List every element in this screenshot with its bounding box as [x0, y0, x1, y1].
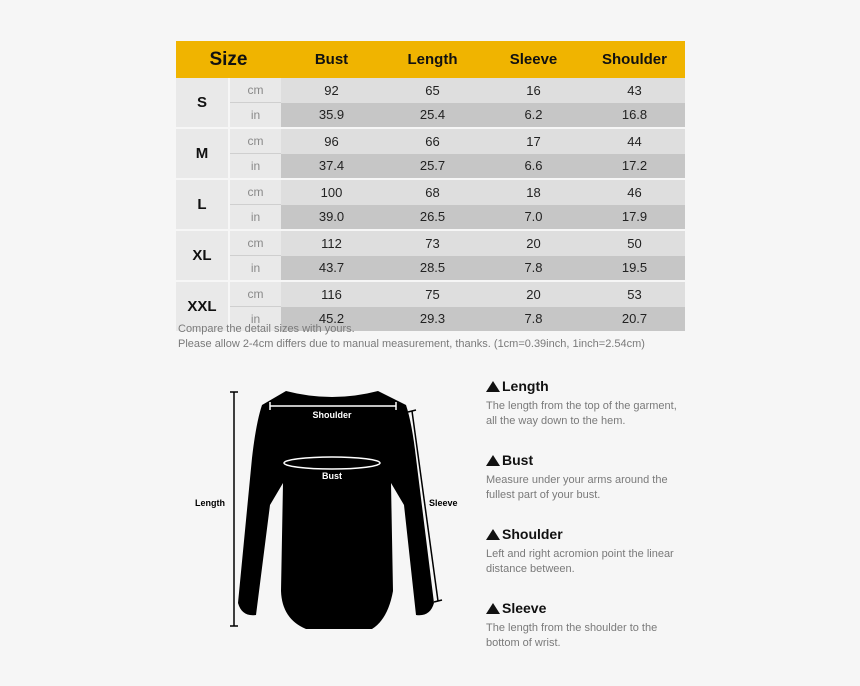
bust-value: 96 [281, 128, 382, 154]
note-line: Compare the detail sizes with yours. [178, 323, 355, 335]
sleeve-value: 6.2 [483, 103, 584, 129]
table-row [176, 78, 685, 103]
size-notes [178, 322, 645, 352]
guide-item-shoulder [486, 525, 716, 577]
garment-diagram [190, 383, 480, 638]
bust-value: 45.2 [281, 307, 382, 332]
guide-title: Sleeve [502, 600, 547, 616]
sleeve-value: 20 [483, 230, 584, 256]
note-line: Please allow 2-4cm differs due to manual measurement, thanks. (1cm=0.39inch, 1inch=2.54cm) [178, 338, 645, 350]
table-row [176, 128, 685, 154]
guide-description [486, 399, 716, 429]
shoulder-value: 17.9 [584, 205, 685, 231]
unit-label: in [229, 205, 281, 231]
unit-label: cm [229, 179, 281, 205]
size-label: S [176, 78, 229, 128]
guide-title: Bust [502, 452, 534, 468]
table-row [176, 230, 685, 256]
bust-label: Bust [322, 471, 342, 481]
header-length: Length [382, 41, 483, 78]
sleeve-value: 18 [483, 179, 584, 205]
size-label: M [176, 128, 229, 179]
sleeve-value: 16 [483, 78, 584, 103]
header-shoulder: Shoulder [584, 41, 685, 78]
sleeve-value: 7.8 [483, 307, 584, 332]
shoulder-value: 46 [584, 179, 685, 205]
sweater-silhouette [238, 391, 434, 629]
header-bust: Bust [281, 41, 382, 78]
table-row [176, 256, 685, 282]
bust-value: 39.0 [281, 205, 382, 231]
bust-value: 92 [281, 78, 382, 103]
sleeve-label: Sleeve [429, 498, 458, 508]
guide-description-line: The length from the top of the garment, [486, 400, 677, 412]
unit-label: cm [229, 128, 281, 154]
length-value: 75 [382, 281, 483, 307]
table-row [176, 179, 685, 205]
table-row [176, 281, 685, 307]
sleeve-value: 20 [483, 281, 584, 307]
bust-value: 100 [281, 179, 382, 205]
guide-description-line: Measure under your arms around the [486, 474, 668, 486]
shoulder-value: 53 [584, 281, 685, 307]
length-value: 65 [382, 78, 483, 103]
length-value: 66 [382, 128, 483, 154]
header-size: Size [176, 41, 281, 78]
guide-description [486, 621, 716, 651]
guide-item-bust [486, 451, 716, 503]
guide-item-sleeve [486, 599, 716, 651]
guide-item-length [486, 377, 716, 429]
bust-value: 35.9 [281, 103, 382, 129]
length-value: 25.4 [382, 103, 483, 129]
shoulder-value: 17.2 [584, 154, 685, 180]
table-header-row [176, 41, 685, 78]
unit-label: in [229, 154, 281, 180]
length-value: 29.3 [382, 307, 483, 332]
guide-title: Length [502, 378, 549, 394]
size-label: XL [176, 230, 229, 281]
sleeve-value: 7.8 [483, 256, 584, 282]
unit-label: in [229, 103, 281, 129]
sleeve-value: 7.0 [483, 205, 584, 231]
size-label: XXL [176, 281, 229, 331]
table-row [176, 103, 685, 129]
size-label: L [176, 179, 229, 230]
shoulder-value: 20.7 [584, 307, 685, 332]
guide-description-line: distance between. [486, 563, 575, 575]
triangle-up-icon [486, 529, 500, 540]
shoulder-value: 43 [584, 78, 685, 103]
unit-label: in [229, 307, 281, 332]
bust-value: 112 [281, 230, 382, 256]
shoulder-value: 50 [584, 230, 685, 256]
length-measure-line [230, 392, 238, 626]
triangle-up-icon [486, 603, 500, 614]
shoulder-value: 16.8 [584, 103, 685, 129]
guide-description [486, 473, 716, 503]
triangle-up-icon [486, 455, 500, 466]
header-sleeve: Sleeve [483, 41, 584, 78]
length-value: 26.5 [382, 205, 483, 231]
shoulder-value: 19.5 [584, 256, 685, 282]
unit-label: cm [229, 281, 281, 307]
shoulder-label: Shoulder [312, 410, 352, 420]
bust-value: 43.7 [281, 256, 382, 282]
unit-label: in [229, 256, 281, 282]
bust-value: 116 [281, 281, 382, 307]
guide-description [486, 547, 716, 577]
bust-value: 37.4 [281, 154, 382, 180]
guide-description-line: The length from the shoulder to the [486, 622, 658, 634]
sleeve-value: 17 [483, 128, 584, 154]
triangle-up-icon [486, 381, 500, 392]
length-label: Length [195, 498, 225, 508]
table-row [176, 205, 685, 231]
length-value: 68 [382, 179, 483, 205]
length-value: 73 [382, 230, 483, 256]
unit-label: cm [229, 78, 281, 103]
unit-label: cm [229, 230, 281, 256]
guide-title: Shoulder [502, 526, 563, 542]
size-chart-table [176, 41, 685, 331]
guide-description-line: Left and right acromion point the linear [486, 548, 674, 560]
guide-description-line: fullest part of your bust. [486, 489, 601, 501]
length-value: 25.7 [382, 154, 483, 180]
table-row [176, 154, 685, 180]
length-value: 28.5 [382, 256, 483, 282]
sleeve-value: 6.6 [483, 154, 584, 180]
guide-description-line: all the way down to the hem. [486, 415, 626, 427]
guide-description-line: bottom of wrist. [486, 637, 561, 649]
shoulder-value: 44 [584, 128, 685, 154]
